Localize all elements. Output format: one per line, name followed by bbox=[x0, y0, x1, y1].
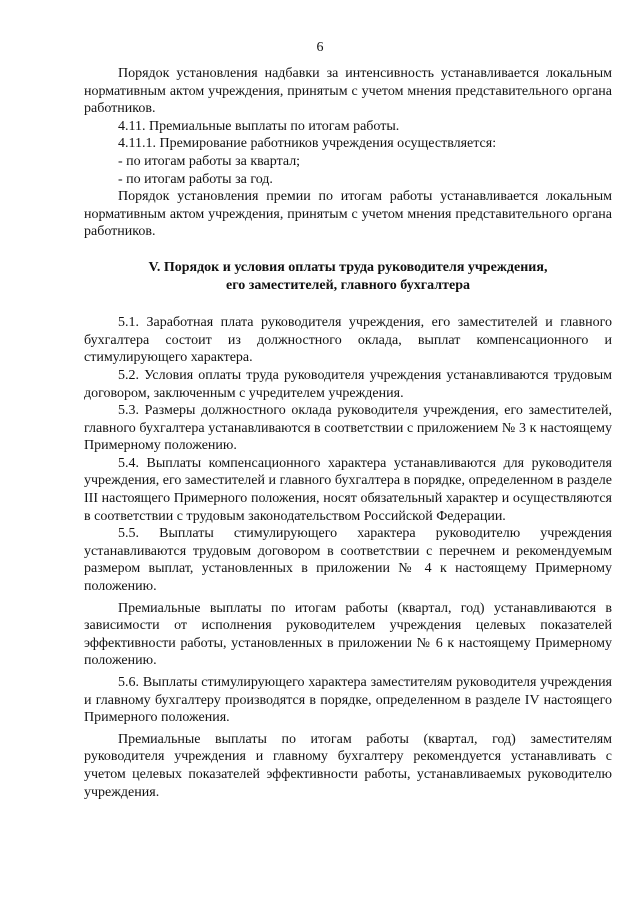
paragraph-bonus-director: Премиальные выплаты по итогам работы (квартал, год) устанавливаются в зависимости от исполнения руководителем учреждения целевых показателей эффективности работы, установленных в приложении № 6 к настоящему Примерному положению. bbox=[84, 600, 612, 669]
document-body bbox=[84, 65, 612, 801]
paragraph-4-11: 4.11. Премиальные выплаты по итогам работы. bbox=[118, 118, 400, 134]
paragraph-5-2: 5.2. Условия оплаты труда руководителя учреждения устанавливаются трудовым договором, заключенным с учредителем учреждения. bbox=[84, 367, 612, 401]
paragraph-5-6: 5.6. Выплаты стимулирующего характера заместителям руководителя учреждения и главному бухгалтеру производятся в порядке, определенном в разделе IV настоящего Примерного положения. bbox=[84, 675, 612, 726]
paragraph-bonus-intensity-order: Порядок установления надбавки за интенсивность устанавливается локальным нормативным актом учреждения, принятым с учетом мнения представительного органа работников. bbox=[84, 66, 612, 117]
paragraph-bonus-deputies: Премиальные выплаты по итогам работы (квартал, год) заместителям руководителя учреждения и главному бухгалтеру рекомендуется устанавливать с учетом целевых показателей эффективности работы, устанавливаемых руководителю учреждения. bbox=[84, 731, 612, 800]
paragraph-bonus-order: Порядок установления премии по итогам работы устанавливается локальным нормативным актом учреждения, принятым с учетом мнения представительного органа работников. bbox=[84, 189, 612, 240]
section-heading-line-1: V. Порядок и условия оплаты труда руководителя учреждения, bbox=[148, 259, 548, 275]
page-number: 6 bbox=[316, 40, 324, 55]
paragraph-5-4: 5.4. Выплаты компенсационного характера устанавливаются для руководителя учреждения, его заместителей и главного бухгалтера в порядке, определенном в разделе III настоящего Примерного положения, носят обязательный характер и осуществляются в соответствии с трудовым законодательством Российской Федерации. bbox=[84, 455, 612, 524]
section-heading-line-2: его заместителей, главного бухгалтера bbox=[226, 277, 470, 293]
paragraph-5-5: 5.5. Выплаты стимулирующего характера руководителю учреждения устанавливаются трудовым договором в соответствии с перечнем и рекомендуемым размером выплат, установленных в приложении № 4 к настоящему Примерному положению. bbox=[84, 526, 612, 595]
paragraph-4-11-1: 4.11.1. Премирование работников учреждения осуществляется: bbox=[118, 136, 497, 152]
paragraph-5-3: 5.3. Размеры должностного оклада руководителя учреждения, его заместителей, главного бухгалтера устанавливаются в соответствии с приложением № 3 к настоящему Примерному положению. bbox=[84, 403, 612, 454]
section-heading bbox=[84, 259, 612, 294]
list-item-quarter: - по итогам работы за квартал; bbox=[118, 153, 301, 169]
paragraph-5-1: 5.1. Заработная плата руководителя учреждения, его заместителей и главного бухгалтера состоит из должностного оклада, выплат компенсационного и стимулирующего характера. bbox=[84, 315, 612, 366]
list-item-year: - по итогам работы за год. bbox=[118, 171, 273, 187]
